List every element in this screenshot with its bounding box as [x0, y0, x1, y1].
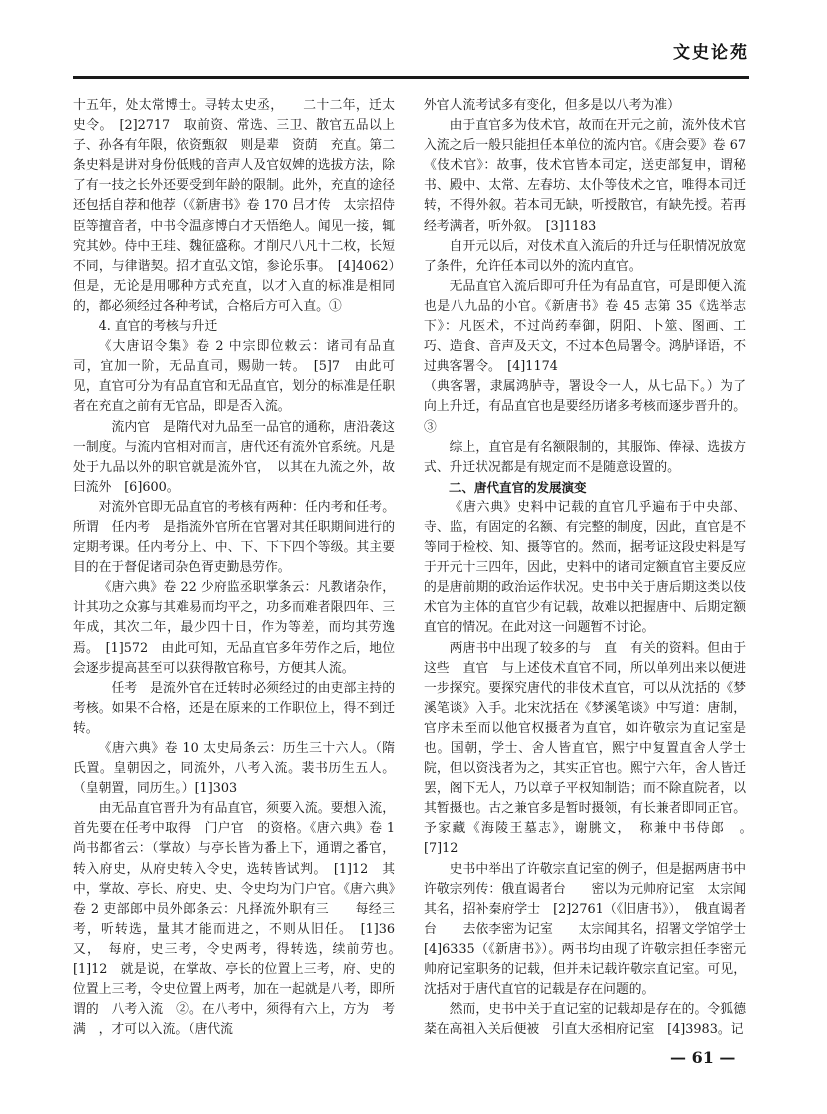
body-paragraph: 任考 是流外官在迁转时必须经过的由吏部主持的考核。如果不合格，还是在原来的工作职位上，得不到迁转。 [73, 680, 395, 736]
header-rule [73, 76, 749, 79]
body-paragraph: 《唐六典》卷 22 少府监丞职掌条云：凡教诸杂作，计其功之众寡与其难易而均平之，功多而难者限四年、三年成，其次二年，最少四十日，作为等差，而均其劳逸焉。 [1]572 由此可知，无品直官多年劳作之后，地位会逐步提高甚至可以获得散官称号，方便其人流。 [73, 580, 395, 676]
body-paragraph: 然而，史书中关于直记室的记载却是存在的。令狐德棻在高祖入关后便被 引直大丞相府记室 [4]3983。记 [424, 1002, 746, 1038]
body-paragraph: 史书中举出了许敬宗直记室的例子，但是据两唐书中许敬宗列传：俄直谒者台 密以为元帅府记室 太宗闻其名，招补秦府学士 [2]2761（《旧唐书》）， 俄直谒者台 去依李密为记室 太宗闻其名，招署文学馆学士 [4]6335（《新唐书》）。两书均由现了许敬宗担任李密元帅府记室职务的记载，但并未记载许敬宗直记室。可见，沈括对于唐代直官的记载是存在问题的。 [424, 861, 759, 998]
body-paragraph: 综上，直官是有名额限制的，其服饰、俸禄、选拔方式、升迁状况都是有规定而不是随意设置的。 [424, 439, 746, 475]
body-paragraph: 无品直官入流后即可升任为有品直官，可是即便入流也是八九品的小官。《新唐书》卷 45 志第 35《选举志下》：凡医术，不过尚药奉御，阴阳、卜筮、图画、工巧、造食、音声及天文，不过本色局署令。鸿胪译语，不过典客署令。 [4]1174 [424, 278, 746, 375]
body-paragraph: 由于直官多为伎术官，故而在开元之前，流外伎术官入流之后一般只能担任本单位的流内官。《唐会要》卷 67《伎术官》：故事，伎术官皆本司定，送吏部复申，谓秘书、殿中、太常、左春坊、太仆等伎术之官，唯得本司迁转，不得外叙。若本司无缺，听授散官，有缺先授。若再经考满者，听外叙。 [3]1183 [424, 118, 746, 234]
body-paragraph: 《大唐诏令集》卷 2 中宗即位敕云：诸司有品直司，宜加一阶，无品直司，赐勋一转。 [5]7 由此可见，直官可分为有品直官和无品直官，划分的标准是任职者在充直之前有无官品，即是否入流。 [73, 339, 395, 415]
body-paragraph: 两唐书中出现了较多的与 直 有关的资料。但由于这些 直官 与上述伎术直官不同，所以单列出来以便进一步探究。要探究唐代的非伎术直官，可以从沈括的《梦溪笔谈》入手。北宋沈括在《梦溪笔谈》中写道：唐制，官序未至而以他官权摄者为直官，如许敬宗为直记室是也。国朝，学士、舍人皆直官，熙宁中复置直舍人学士院，但以资浅者为之，其实正官也。熙宁六年，舍人皆迁罢，阁下无人，乃以章子平权知制诰；而不除直院者，以其暂摄也。古之兼官多是暂时摄领，有长兼者即同正官。予家藏《海陵王墓志》，谢朓文， 称兼中书侍郎 。 [7]12 [424, 640, 759, 857]
left-column [73, 96, 408, 1071]
page-number: — 61 — [670, 1048, 736, 1067]
body-paragraph: 自开元以后，对伎术直入流后的升迁与任职情况放宽了条件，允许任本司以外的流内直官。 [424, 238, 746, 274]
body-paragraph: 由无品直官晋升为有品直官，须要入流。要想入流，首先要在任考中取得 门户官 的资格。《唐六典》卷 1 尚书都省云：（掌故）与亭长皆为番上下，通谓之番官，转入府史，从府史转入令史，选转皆试判。 [1]12 其中，掌故、亭长、府史、史、令史均为门户官。《唐六典》卷 2 吏部郎中员外郎条云：凡择流外职有三 每经三考，听转选，量其才能而进之，不则从旧任。 [1]36 又， 每府，史三考，令史两考，得转选，续前劳也。 [1]12 就是说，在掌故、亭长的位置上三考，府、史的位置上三考，令史位置上两考，加在一起就是八考，即所谓的 八考入流 ②。在八考中，须得有六上，方为 考满 ，才可以入流。（唐代流 [73, 801, 408, 1038]
section-heading: 二、唐代直官的发展演变 [449, 479, 587, 495]
right-column [424, 96, 759, 1071]
body-paragraph: 对流外官即无品直官的考核有两种：任内考和任考。所谓 任内考 是指流外官所在官署对其任职期间进行的定期考课。任内考分上、中、下、下下四个等级。其主要目的在于督促诸司杂色胥吏勤恳劳作。 [73, 499, 395, 576]
section-title: 文史论苑 [673, 43, 749, 63]
subsection-heading: 4. 直官的考核与升迁 [98, 319, 218, 335]
body-paragraph: 流内官 是隋代对九品至一品官的通称，唐沿袭这一制度。与流内官相对而言，唐代还有流外官系统。凡是处于九品以外的职官就是流外官， 以其在九流之外，故曰流外 [6]600。 [73, 419, 395, 495]
body-paragraph: 《唐六典》卷 10 太史局条云：历生三十六人。（隋氏置。皇朝因之，同流外，八考入流。裴书历生五人。（皇朝置，同历生。）[1]303 [73, 741, 395, 797]
body-paragraph: 《唐六典》史料中记载的直官几乎遍布于中央部、寺、监，有固定的名额、有完整的制度，因此，直官是不等同于检校、知、摄等官的。然而，据考证这段史料是写于开元十三四年，因此，史料中的诸司定额直官主要反应的是唐前期的政治运作状况。史书中关于唐后期这类以伎术官为主体的直官少有记载，故难以把握唐中、后期定额直官的情况。在此对这一问题暂不讨论。 [424, 499, 746, 636]
body-paragraph: 十五年，处太常博士。寻转太史丞， 二十二年，迁太史令。 [2]2717 取前资、常选、三卫、散官五品以上子、孙各有年限，依资甄叙 则是辈 资荫 充直。第二条史料是讲对身份低贱的音声人及官奴婢的选拔方法，除了有一技之长外还要受到年龄的限制。此外，充直的途径还包括自荐和他荐（《新唐书》卷 170 吕才传 太宗招侍臣等擅音者，中书令温彦博白才天悟绝人。闻见一接，辄究其妙。侍中王珪、魏征盛称。才削尺八凡十二枚，长短不同，与律谐契。招才直弘文馆，参论乐事。 [4]4062）但是，无论是用哪种方式充直，以才入直的标准是相同的，都必须经过各种考试，合格后方可入直。① [73, 98, 395, 314]
page-header [73, 32, 749, 84]
body-paragraph: 外官人流考试多有变化，但多是以八考为准） [424, 98, 680, 113]
body-paragraph: （典客署，隶属鸿胪寺，署设令一人，从七品下。）为了向上升迁，有品直官也是要经历诸多考核而逐步晋升的。③ [424, 379, 746, 435]
